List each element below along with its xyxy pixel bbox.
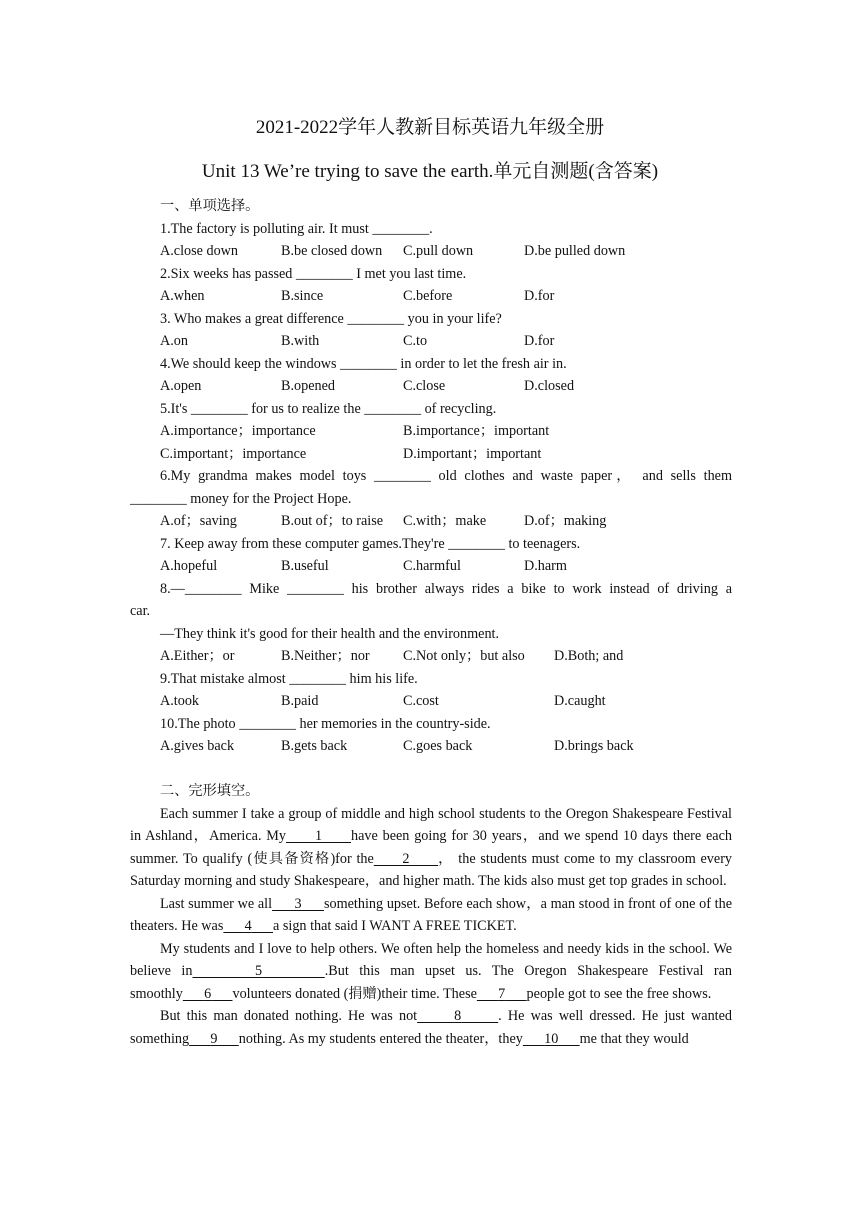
option-a: A.of；saving <box>160 513 237 529</box>
cloze-blank-9: 9 <box>210 1030 218 1047</box>
question-stem: 4.We should keep the windows ________ in order to let the fresh air in. <box>160 355 567 372</box>
option-c: C.Not only；but also <box>403 648 525 664</box>
cloze-blank-3: 3 <box>294 895 302 912</box>
option-a: A.when <box>160 288 205 304</box>
question-stem: 6.My grandma makes model toys ________ old clothes and waste paper， and sells them <box>160 468 732 484</box>
option-b: B.Neither；nor <box>281 648 370 664</box>
question-options <box>130 285 732 308</box>
cloze-blank-4: 4 <box>244 918 252 934</box>
option-d: D.harm <box>524 558 567 574</box>
option-b: B.opened <box>281 378 335 394</box>
cloze-text: nothing. As my students entered the theater，they <box>238 1030 523 1047</box>
option-d: D.important；important <box>403 445 542 462</box>
section-heading-choice: 一、单项选择。 <box>160 198 260 214</box>
question-stem-continued: car. <box>130 603 151 619</box>
cloze-blank-1: 1 <box>314 828 323 844</box>
question-options <box>130 735 732 758</box>
cloze-text: My students and I love to help others. We often help the homeless and needy kids in the school. We believe in <box>130 940 732 979</box>
cloze-text: .But this man upset us. The Oregon Shakespeare Festival ran smoothly <box>130 963 733 1002</box>
option-a: A.open <box>160 378 202 394</box>
option-d: D.for <box>524 288 555 304</box>
question-options <box>130 420 732 443</box>
cloze-text: ， the students must come to my classroom every Saturday morning and study Shakespeare，and higher math. The kids also must get top grades in school. <box>130 850 733 889</box>
cloze-blank-10: 10 <box>544 1030 559 1047</box>
option-c: C.goes back <box>403 738 473 754</box>
cloze-text: have been going for 30 years，and we spend 10 days there each summer. To qualify (使具备资格)for the <box>130 828 732 867</box>
cloze-text: a sign that said I WANT A FREE TICKET. <box>273 918 517 934</box>
question-stem-continued: ________ money for the Project Hope. <box>130 490 352 507</box>
option-b: B.importance；important <box>403 423 550 439</box>
question-stem: 8.—________ Mike ________ his brother always rides a bike to work instead of driving a <box>160 580 732 597</box>
option-d: D.be pulled down <box>524 243 626 259</box>
spacer <box>130 758 732 781</box>
question-stem: 1.The factory is polluting air. It must ________. <box>160 220 433 237</box>
option-a: A.close down <box>160 243 239 259</box>
option-a: A.on <box>160 333 188 349</box>
cloze-paragraph-2 <box>130 893 732 938</box>
section-heading-cloze: 二、完形填空。 <box>160 783 260 799</box>
option-c: C.with；make <box>403 513 487 529</box>
option-b: B.paid <box>281 693 319 709</box>
option-b: B.out of；to raise <box>281 513 384 529</box>
question-stem: 10.The photo ________ her memories in the country-side. <box>160 715 491 732</box>
question-options <box>130 645 732 668</box>
question-options <box>130 555 732 578</box>
option-a: A.took <box>160 693 200 709</box>
question-options <box>130 690 732 713</box>
question-options <box>130 330 732 353</box>
option-b: B.since <box>281 288 324 304</box>
option-c: C.to <box>403 333 428 349</box>
option-d: D.closed <box>524 378 575 394</box>
question-options <box>130 510 732 533</box>
question-options <box>130 240 732 263</box>
document-title: 2021-2022学年人教新目标英语九年级全册 <box>255 117 605 138</box>
option-b: B.gets back <box>281 738 348 754</box>
cloze-paragraph-4 <box>130 1005 732 1050</box>
option-c: C.before <box>403 288 453 304</box>
cloze-text: me that they would <box>579 1030 689 1047</box>
cloze-blank-6: 6 <box>204 985 212 1002</box>
option-d: D.caught <box>554 693 606 709</box>
question-reply: —They think it's good for their health and the environment. <box>160 625 500 642</box>
cloze-paragraph-1 <box>130 803 732 893</box>
document-body <box>130 195 732 1050</box>
cloze-text: Last summer we all <box>160 895 273 912</box>
cloze-blank-2: 2 <box>402 850 410 867</box>
question-options <box>130 443 732 466</box>
option-c: C.pull down <box>403 243 474 259</box>
option-d: D.Both; and <box>554 648 624 664</box>
cloze-text: volunteers donated (捐赠)their time. These <box>232 985 477 1002</box>
question-stem: 2.Six weeks has passed ________ I met you last time. <box>160 265 467 282</box>
option-d: D.for <box>524 333 555 349</box>
cloze-text: people got to see the free shows. <box>526 985 712 1002</box>
question-stem: 9.That mistake almost ________ him his life. <box>160 670 418 687</box>
question-stem: 5.It's ________ for us to realize the ________ of recycling. <box>160 400 497 417</box>
cloze-text: something upset. Before each show，a man stood in front of one of the theaters. He was <box>130 895 733 934</box>
document-subtitle: Unit 13 We’re trying to save the earth.单元自测题(含答案) <box>201 161 659 182</box>
question-stem: 3. Who makes a great difference ________ you in your life? <box>160 310 502 327</box>
option-a: A.importance；importance <box>160 423 316 439</box>
option-c: C.close <box>403 378 446 394</box>
question-stem: 7. Keep away from these computer games.They're ________ to teenagers. <box>160 535 581 552</box>
question-options <box>130 375 732 398</box>
cloze-text: Each summer I take a group of middle and high school students to the Oregon Shakespeare Festival in Ashland，America. My <box>130 805 732 844</box>
option-b: B.useful <box>281 558 329 574</box>
cloze-paragraph-3 <box>130 938 732 1006</box>
option-a: A.hopeful <box>160 558 218 574</box>
option-d: D.brings back <box>554 738 634 754</box>
option-c: C.harmful <box>403 558 461 574</box>
option-c: C.cost <box>403 693 439 709</box>
option-b: B.with <box>281 333 320 349</box>
cloze-blank-8: 8 <box>454 1008 462 1024</box>
option-a: A.gives back <box>160 738 235 754</box>
option-b: B.be closed down <box>281 243 383 259</box>
option-a: A.Either；or <box>160 648 235 664</box>
option-c: C.important；importance <box>160 445 307 462</box>
option-d: D.of；making <box>524 513 607 529</box>
cloze-blank-5: 5 <box>255 963 263 979</box>
cloze-text: . He was well dressed. He just wanted something <box>130 1008 732 1047</box>
cloze-text: But this man donated nothing. He was not <box>160 1008 418 1024</box>
cloze-blank-7: 7 <box>498 985 506 1002</box>
